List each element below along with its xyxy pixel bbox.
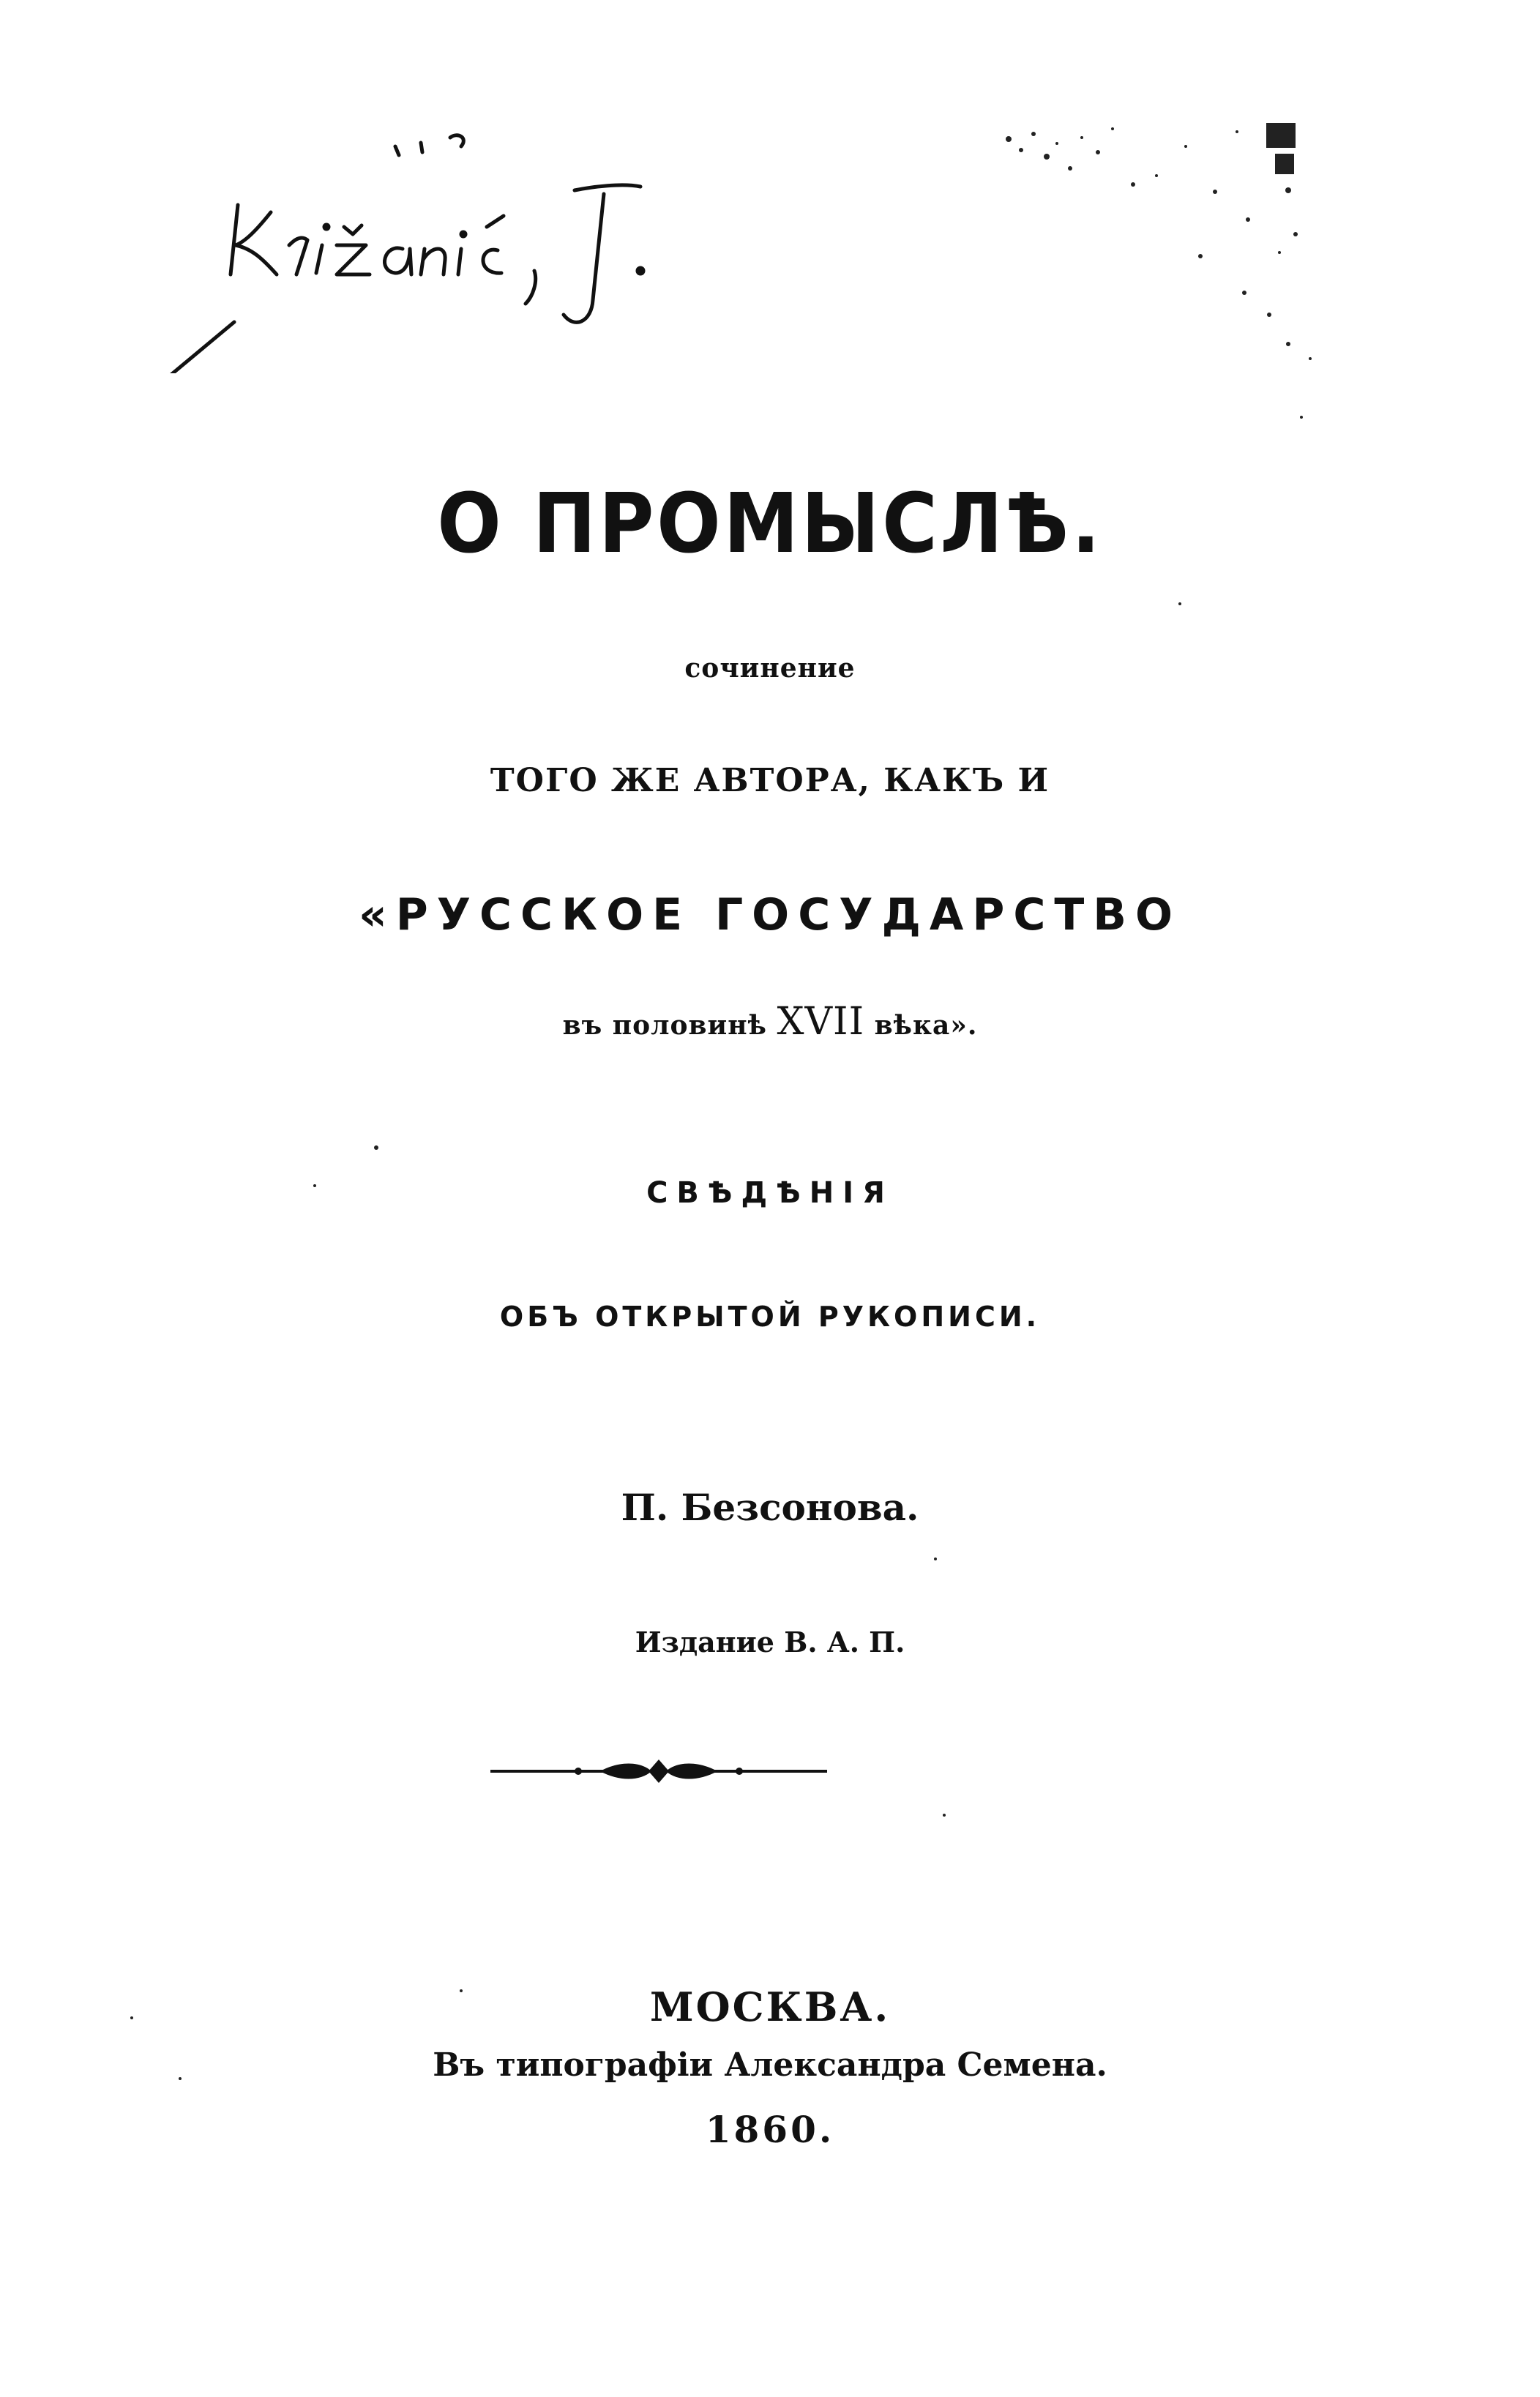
book-title: О ПРОМЫСЛѢ. [437,476,1103,572]
manuscript-line: ОБЪ ОТКРЫТОЙ РУКОПИСИ. [499,1301,1041,1333]
same-author-line: ТОГО ЖЕ АВТОРА, КАКЪ И [490,762,1050,799]
publication-year: 1860. [705,2108,835,2151]
section-heading: СВѢДѢНІЯ [646,1176,894,1210]
ornamental-rule [490,1755,827,1787]
author-name: П. Безсонова. [621,1486,919,1529]
work-label: сочинение [684,653,856,684]
period-prefix: въ половинѣ [562,1010,767,1041]
publication-city: МОСКВА. [649,1983,891,2030]
printer-line: Въ типографіи Александра Семена. [433,2046,1107,2084]
period-suffix: вѣка». [874,1010,978,1041]
referenced-work-period [0,1000,1540,1044]
edition-line: Издание В. А. П. [635,1626,905,1659]
century-numeral: XVII [777,1000,865,1044]
handwritten-annotation [154,124,783,373]
referenced-work-title: «РУССКОЕ ГОСУДАРСТВО [358,889,1182,941]
